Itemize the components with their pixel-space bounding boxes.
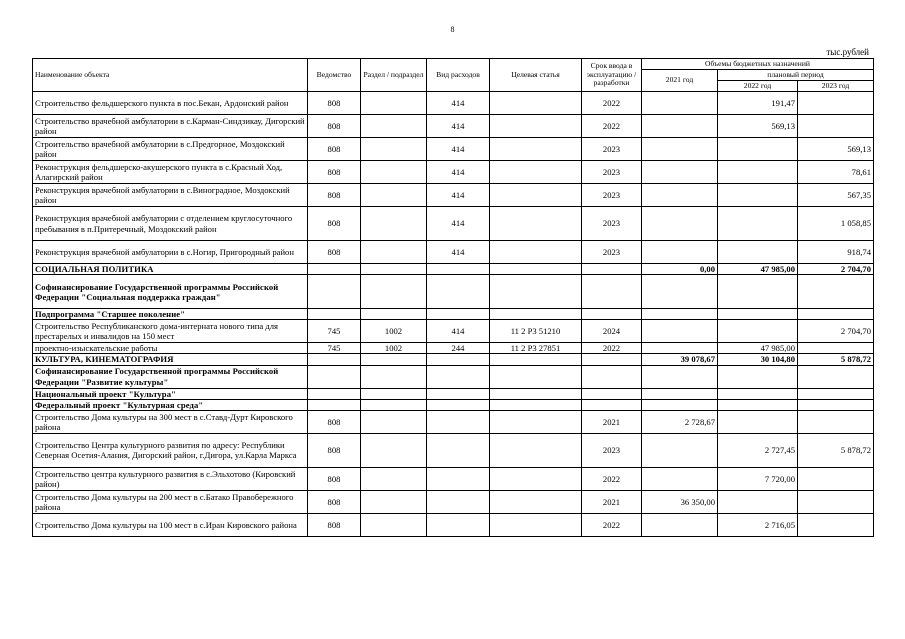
cell-dept	[308, 309, 361, 320]
cell-dept: 808	[308, 241, 361, 264]
cell-dept: 808	[308, 433, 361, 467]
cell-2023: 2 704,70	[798, 264, 874, 275]
cell-name: Реконструкция врачебной амбулатории в с.Ногир, Пригородный район	[33, 241, 308, 264]
cell-term	[582, 365, 642, 388]
cell-expense: 414	[427, 161, 490, 184]
header-term: Срок ввода в эксплуатацию / разработки	[582, 59, 642, 92]
cell-dept: 808	[308, 467, 361, 490]
cell-section	[361, 264, 427, 275]
header-row-1	[33, 59, 874, 70]
header-2023: 2023 год	[798, 81, 874, 92]
cell-section	[361, 184, 427, 207]
cell-article	[490, 115, 582, 138]
table-row	[33, 467, 874, 490]
header-planned: плановый период	[718, 70, 874, 81]
table-row	[33, 399, 874, 410]
cell-2022: 30 104,80	[718, 354, 798, 365]
cell-2022: 569,13	[718, 115, 798, 138]
cell-dept: 808	[308, 513, 361, 536]
cell-term	[582, 264, 642, 275]
cell-article	[490, 433, 582, 467]
cell-term: 2023	[582, 433, 642, 467]
cell-2023	[798, 365, 874, 388]
cell-expense	[427, 365, 490, 388]
cell-2022	[718, 241, 798, 264]
cell-2022: 47 985,00	[718, 343, 798, 354]
cell-expense	[427, 388, 490, 399]
cell-expense	[427, 309, 490, 320]
cell-section	[361, 92, 427, 115]
cell-article	[490, 184, 582, 207]
cell-name: Реконструкция врачебной амбулатории в с.Виноградное, Моздокский район	[33, 184, 308, 207]
table-row	[33, 241, 874, 264]
cell-section	[361, 241, 427, 264]
cell-article	[490, 365, 582, 388]
cell-name: Национальный проект "Культура"	[33, 388, 308, 399]
cell-section	[361, 467, 427, 490]
cell-dept: 745	[308, 343, 361, 354]
cell-section	[361, 410, 427, 433]
table-row	[33, 264, 874, 275]
cell-term: 2023	[582, 184, 642, 207]
cell-term: 2022	[582, 115, 642, 138]
cell-article	[490, 207, 582, 241]
table-row	[33, 388, 874, 399]
cell-2021	[642, 365, 718, 388]
cell-term	[582, 399, 642, 410]
cell-2023: 5 878,72	[798, 433, 874, 467]
cell-term: 2024	[582, 320, 642, 343]
cell-2023: 569,13	[798, 138, 874, 161]
cell-name: Софинансирование Государственной программы Российской Федерации "Социальная поддержка граждан"	[33, 275, 308, 309]
cell-article: 11 2 P3 51210	[490, 320, 582, 343]
cell-2023	[798, 275, 874, 309]
cell-expense: 414	[427, 115, 490, 138]
header-expense: Вид расходов	[427, 59, 490, 92]
cell-2021: 0,00	[642, 264, 718, 275]
cell-2021	[642, 184, 718, 207]
cell-2022: 47 985,00	[718, 264, 798, 275]
cell-expense: 244	[427, 343, 490, 354]
cell-article	[490, 354, 582, 365]
cell-2022	[718, 309, 798, 320]
budget-table	[32, 58, 874, 537]
cell-name: Строительство врачебной амбулатории в с.Карман-Синдзикау, Дигорский район	[33, 115, 308, 138]
cell-expense	[427, 513, 490, 536]
cell-term	[582, 354, 642, 365]
cell-expense: 414	[427, 207, 490, 241]
table-body	[33, 92, 874, 537]
table-row	[33, 354, 874, 365]
table-row	[33, 92, 874, 115]
cell-2023	[798, 388, 874, 399]
cell-term: 2022	[582, 467, 642, 490]
cell-2023: 1 058,85	[798, 207, 874, 241]
cell-2021	[642, 241, 718, 264]
cell-name: Строительство Дома культуры на 200 мест в с.Батако Правобережного района	[33, 490, 308, 513]
cell-2023	[798, 92, 874, 115]
cell-dept: 808	[308, 410, 361, 433]
cell-section	[361, 365, 427, 388]
cell-expense	[427, 275, 490, 309]
header-article: Целевая статья	[490, 59, 582, 92]
cell-article	[490, 309, 582, 320]
table-row	[33, 320, 874, 343]
cell-article	[490, 92, 582, 115]
cell-2021	[642, 138, 718, 161]
cell-2023	[798, 513, 874, 536]
cell-2022	[718, 184, 798, 207]
cell-expense: 414	[427, 184, 490, 207]
cell-term: 2022	[582, 92, 642, 115]
header-2021: 2021 год	[642, 70, 718, 92]
cell-article	[490, 241, 582, 264]
cell-name: Строительство Центра культурного развития по адресу: Республики Северная Осетия-Алания, Дигорский район, г.Дигора, ул.Карла Маркса	[33, 433, 308, 467]
header-section: Раздел / подраздел	[361, 59, 427, 92]
cell-dept: 808	[308, 490, 361, 513]
cell-dept	[308, 275, 361, 309]
cell-name: Строительство Дома культуры на 300 мест в с.Ставд-Дурт Кировского района	[33, 410, 308, 433]
cell-2022	[718, 275, 798, 309]
cell-name: Реконструкция врачебной амбулатории с отделением круглосуточного пребывания в п.Притеречный, Моздокский район	[33, 207, 308, 241]
cell-expense	[427, 264, 490, 275]
cell-2023	[798, 309, 874, 320]
cell-name: Федеральный проект "Культурная среда"	[33, 399, 308, 410]
cell-name: Строительство фельдшерского пункта в пос.Бекан, Ардонский район	[33, 92, 308, 115]
cell-dept	[308, 354, 361, 365]
cell-section	[361, 115, 427, 138]
cell-2022	[718, 161, 798, 184]
cell-2022	[718, 388, 798, 399]
cell-term: 2022	[582, 343, 642, 354]
cell-article	[490, 410, 582, 433]
cell-name: Подпрограмма "Старшее поколение"	[33, 309, 308, 320]
cell-article	[490, 388, 582, 399]
cell-section	[361, 399, 427, 410]
header-name: Наименование объекта	[33, 59, 308, 92]
cell-name: Строительство врачебной амбулатории в с.Предгорное, Моздокский район	[33, 138, 308, 161]
cell-expense	[427, 354, 490, 365]
cell-term: 2023	[582, 161, 642, 184]
cell-article	[490, 138, 582, 161]
header-volumes: Объемы бюджетных назначений	[642, 59, 874, 70]
cell-article	[490, 264, 582, 275]
cell-2022: 191,47	[718, 92, 798, 115]
cell-2021	[642, 161, 718, 184]
cell-term: 2022	[582, 513, 642, 536]
cell-dept: 808	[308, 138, 361, 161]
cell-2021	[642, 207, 718, 241]
cell-section	[361, 433, 427, 467]
cell-2021	[642, 309, 718, 320]
table-row	[33, 410, 874, 433]
cell-2021	[642, 275, 718, 309]
table-row	[33, 161, 874, 184]
cell-expense	[427, 399, 490, 410]
cell-2022: 7 720,00	[718, 467, 798, 490]
cell-2022	[718, 410, 798, 433]
cell-2021	[642, 399, 718, 410]
cell-name: проектно-изыскательские работы	[33, 343, 308, 354]
cell-section	[361, 207, 427, 241]
cell-expense	[427, 410, 490, 433]
cell-2021	[642, 388, 718, 399]
table-row	[33, 433, 874, 467]
cell-2021: 39 078,67	[642, 354, 718, 365]
cell-2023: 918,74	[798, 241, 874, 264]
cell-expense: 414	[427, 241, 490, 264]
cell-2023	[798, 410, 874, 433]
cell-2022	[718, 365, 798, 388]
table-row	[33, 138, 874, 161]
cell-2023	[798, 490, 874, 513]
cell-section	[361, 388, 427, 399]
cell-article	[490, 513, 582, 536]
cell-2021	[642, 433, 718, 467]
header-2022: 2022 год	[718, 81, 798, 92]
cell-article: 11 2 P3 27851	[490, 343, 582, 354]
cell-section	[361, 138, 427, 161]
table-row	[33, 513, 874, 536]
cell-dept: 808	[308, 161, 361, 184]
cell-section	[361, 354, 427, 365]
cell-section: 1002	[361, 343, 427, 354]
cell-expense	[427, 433, 490, 467]
cell-dept	[308, 388, 361, 399]
cell-dept: 808	[308, 207, 361, 241]
cell-2023	[798, 115, 874, 138]
cell-2023: 567,35	[798, 184, 874, 207]
cell-section	[361, 309, 427, 320]
table-row	[33, 309, 874, 320]
cell-term: 2021	[582, 410, 642, 433]
cell-2022	[718, 490, 798, 513]
cell-term: 2023	[582, 207, 642, 241]
table-row	[33, 490, 874, 513]
cell-name: Строительство Дома культуры на 100 мест в с.Иран Кировского района	[33, 513, 308, 536]
cell-term	[582, 388, 642, 399]
cell-2021	[642, 467, 718, 490]
cell-name: Строительство Республиканского дома-интерната нового типа для престарелых и инвалидов на 150 мест	[33, 320, 308, 343]
cell-2022: 2 716,05	[718, 513, 798, 536]
cell-name: Строительство центра культурного развития в с.Эльхотово (Кировский район)	[33, 467, 308, 490]
cell-name: КУЛЬТУРА, КИНЕМАТОГРАФИЯ	[33, 354, 308, 365]
header-dept: Ведомство	[308, 59, 361, 92]
cell-2021: 36 350,00	[642, 490, 718, 513]
cell-dept: 808	[308, 184, 361, 207]
table-row	[33, 207, 874, 241]
cell-2023: 2 704,70	[798, 320, 874, 343]
cell-section	[361, 490, 427, 513]
page-number: 8	[450, 25, 455, 34]
cell-2021	[642, 513, 718, 536]
cell-2021	[642, 320, 718, 343]
cell-2023	[798, 343, 874, 354]
cell-2021: 2 728,67	[642, 410, 718, 433]
cell-section	[361, 513, 427, 536]
cell-name: Реконструкция фельдшерско-акушерского пункта в с.Красный Ход, Алагирский район	[33, 161, 308, 184]
cell-name: СОЦИАЛЬНАЯ ПОЛИТИКА	[33, 264, 308, 275]
cell-dept	[308, 365, 361, 388]
cell-term	[582, 275, 642, 309]
cell-2021	[642, 92, 718, 115]
cell-term	[582, 309, 642, 320]
cell-section: 1002	[361, 320, 427, 343]
cell-2022	[718, 320, 798, 343]
cell-section	[361, 275, 427, 309]
cell-article	[490, 490, 582, 513]
cell-2023	[798, 399, 874, 410]
table-row	[33, 275, 874, 309]
cell-2022	[718, 399, 798, 410]
cell-2022: 2 727,45	[718, 433, 798, 467]
cell-expense: 414	[427, 92, 490, 115]
table-row	[33, 184, 874, 207]
cell-expense	[427, 467, 490, 490]
cell-section	[361, 161, 427, 184]
cell-term: 2021	[582, 490, 642, 513]
cell-expense: 414	[427, 320, 490, 343]
cell-2023: 78,61	[798, 161, 874, 184]
cell-dept	[308, 399, 361, 410]
cell-article	[490, 275, 582, 309]
cell-term: 2023	[582, 241, 642, 264]
cell-2022	[718, 207, 798, 241]
cell-2021	[642, 115, 718, 138]
cell-article	[490, 399, 582, 410]
cell-article	[490, 467, 582, 490]
table-row	[33, 115, 874, 138]
cell-2023: 5 878,72	[798, 354, 874, 365]
cell-name: Софинансирование Государственной программы Российской Федерации "Развитие культуры"	[33, 365, 308, 388]
cell-dept: 745	[308, 320, 361, 343]
table-row	[33, 365, 874, 388]
cell-dept: 808	[308, 92, 361, 115]
cell-2021	[642, 343, 718, 354]
cell-2023	[798, 467, 874, 490]
cell-dept	[308, 264, 361, 275]
table-row	[33, 343, 874, 354]
cell-expense	[427, 490, 490, 513]
cell-article	[490, 161, 582, 184]
cell-dept: 808	[308, 115, 361, 138]
cell-expense: 414	[427, 138, 490, 161]
cell-term: 2023	[582, 138, 642, 161]
units-label: тыс.рублей	[826, 47, 869, 57]
cell-2022	[718, 138, 798, 161]
